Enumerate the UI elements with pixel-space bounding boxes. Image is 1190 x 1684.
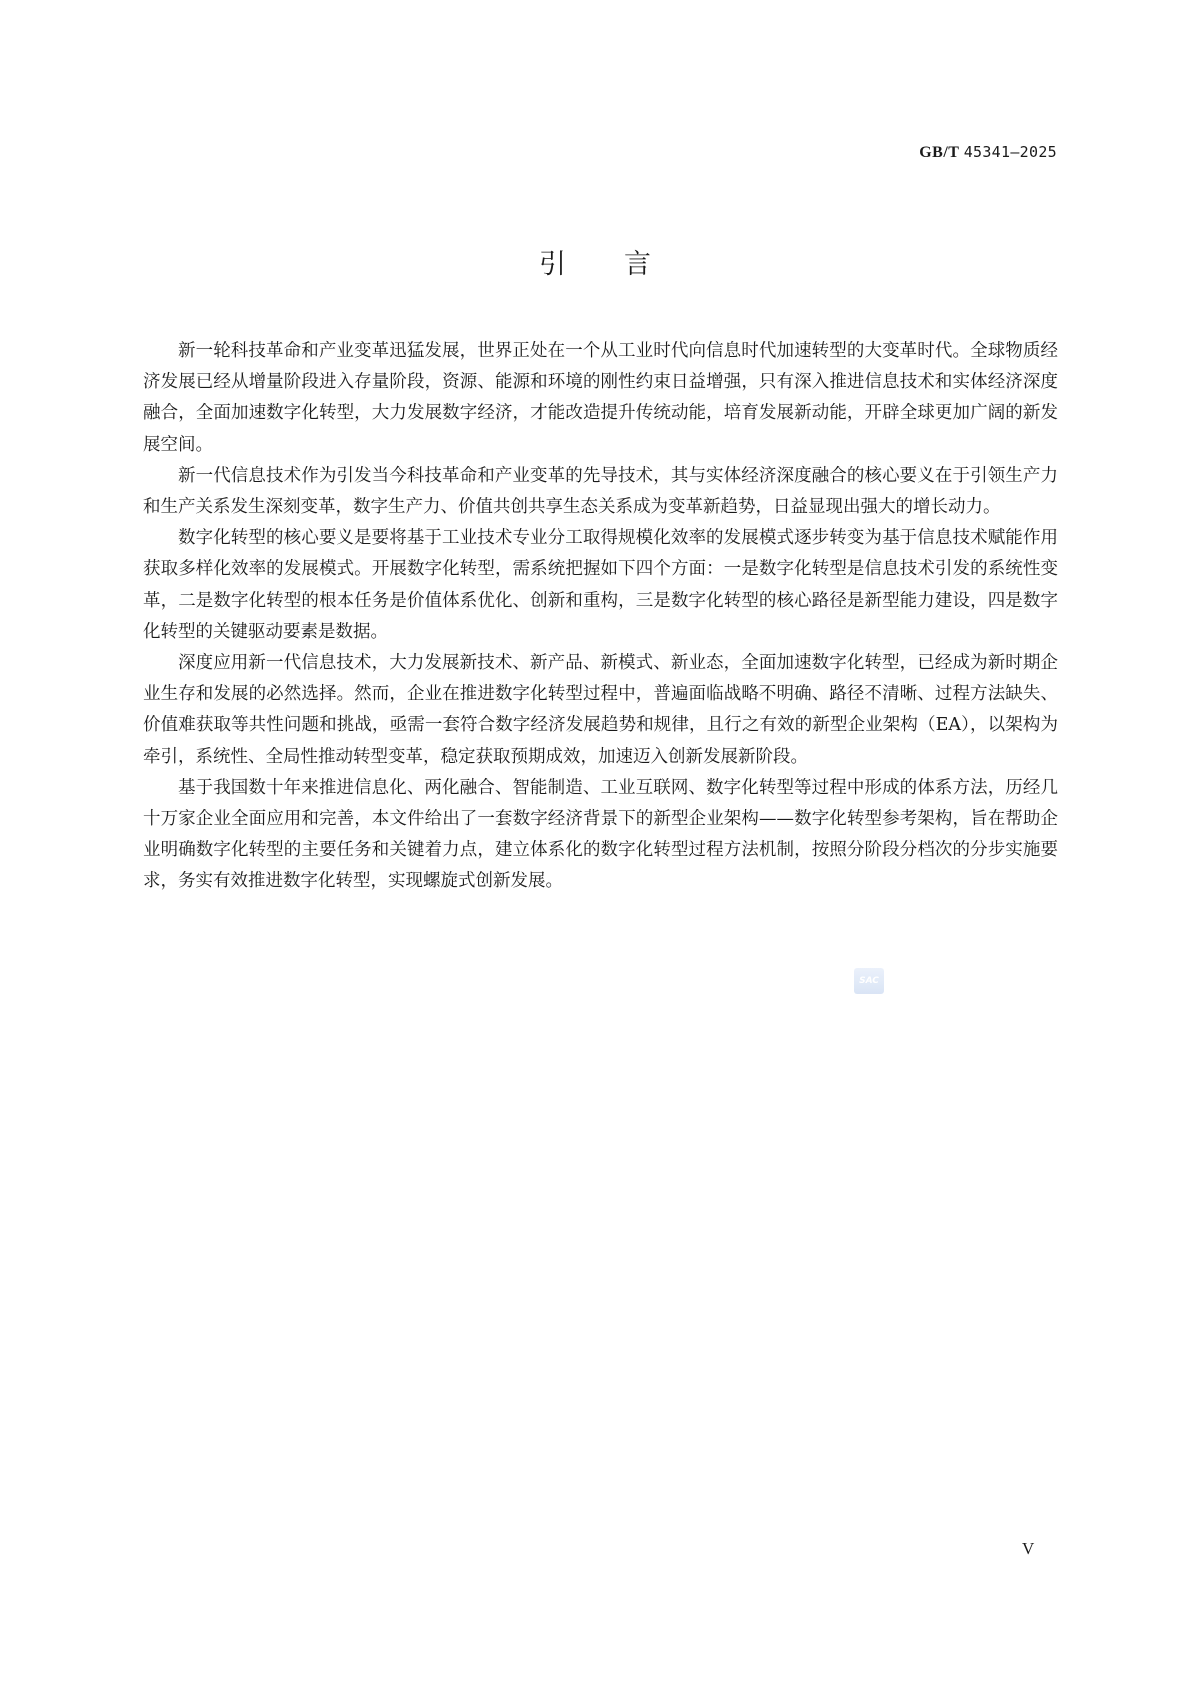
paragraph: 基于我国数十年来推进信息化、两化融合、智能制造、工业互联网、数字化转型等过程中形成的体系方法，历经几十万家企业全面应用和完善，本文件给出了一套数字经济背景下的新型企业架构——数字化转型参考架构，旨在帮助企业明确数字化转型的主要任务和关键着力点，建立体系化的数字化转型过程方法机制，按照分阶段分档次的分步实施要求，务实有效推进数字化转型，实现螺旋式创新发展。 — [143, 777, 1058, 892]
paragraph: 深度应用新一代信息技术，大力发展新技术、新产品、新模式、新业态，全面加速数字化转型，已经成为新时期企业生存和发展的必然选择。然而，企业在推进数字化转型过程中，普遍面临战略不明确、路径不清晰、过程方法缺失、价值难获取等共性问题和挑战，亟需一套符合数字经济发展趋势和规律，且行之有效的新型企业架构（EA），以架构为牵引，系统性、全局性推动转型变革，稳定获取预期成效，加速迈入创新发展新阶段。 — [143, 653, 1058, 767]
standard-prefix: GB/T — [919, 144, 960, 161]
page-number: V — [1022, 1539, 1035, 1558]
introduction-body — [143, 336, 1058, 898]
paragraph: 新一轮科技革命和产业变革迅猛发展，世界正处在一个从工业时代向信息时代加速转型的大变革时代。全球物质经济发展已经从增量阶段进入存量阶段，资源、能源和环境的刚性约束日益增强，只有深入推进信息技术和实体经济深度融合，全面加速数字化转型，大力发展数字经济，才能改造提升传统动能，培育发展新动能，开辟全球更加广阔的新发展空间。 — [143, 341, 1058, 455]
page-title: 引言 — [539, 249, 709, 280]
standard-code: 45341—2025 — [963, 143, 1057, 161]
paragraph: 新一代信息技术作为引发当今科技革命和产业变革的先导技术，其与实体经济深度融合的核心要义在于引领生产力和生产关系发生深刻变革，数字生产力、价值共创共享生态关系成为变革新趋势，日益显现出强大的增长动力。 — [143, 465, 1058, 518]
paragraph: 数字化转型的核心要义是要将基于工业技术专业分工取得规模化效率的发展模式逐步转变为基于信息技术赋能作用获取多样化效率的发展模式。开展数字化转型，需系统把握如下四个方面：一是数字化转型是信息技术引发的系统性变革，二是数字化转型的根本任务是价值体系优化、创新和重构，三是数字化转型的核心路径是新型能力建设，四是数字化转型的关键驱动要素是数据。 — [143, 528, 1058, 642]
sac-watermark-logo: SAC — [854, 968, 884, 994]
standard-number — [919, 143, 1057, 162]
